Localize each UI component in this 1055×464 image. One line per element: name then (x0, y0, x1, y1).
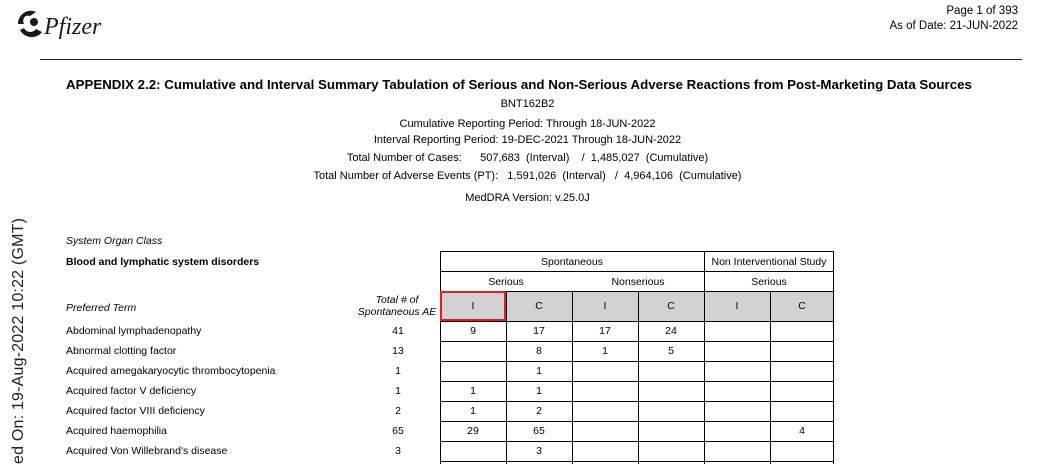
serious-i-cell (440, 341, 506, 361)
term-cell: Acquired factor V deficiency (66, 385, 197, 397)
as-of-date: As of Date: 21-JUN-2022 (889, 20, 1018, 32)
highlight-box (440, 291, 506, 321)
nis-c-cell (770, 321, 834, 341)
nis-c-cell (770, 381, 834, 401)
grid-line (440, 251, 834, 252)
term-cell: Abdominal lymphadenopathy (66, 325, 202, 337)
term-cell: Acquired amegakaryocytic thrombocytopenia (66, 365, 276, 377)
nis-i-cell (704, 401, 770, 421)
table-row (0, 381, 1055, 401)
table-row (0, 401, 1055, 421)
total-cell: 1 (395, 385, 401, 397)
total-cases: Total Number of Cases: 507,683 (Interval) / 1,485,027 (Cumulative) (346, 152, 709, 164)
term-cell: Abnormal clotting factor (66, 345, 177, 357)
nis-i-cell (704, 381, 770, 401)
term-cell: Acquired Von Willebrand's disease (66, 445, 228, 457)
nonserious-c-cell (638, 441, 704, 461)
table-row (0, 361, 1055, 381)
nis-i-cell (704, 341, 770, 361)
total-cell: 1 (395, 365, 401, 377)
total-events: Total Number of Adverse Events (PT): 1,591,026 (Interval) / 4,964,106 (Cumulative) (313, 170, 742, 182)
header-rule (40, 59, 1022, 60)
nis-c-cell (770, 341, 834, 361)
nis-i-cell (704, 421, 770, 441)
term-cell: Acquired factor VIII deficiency (66, 405, 205, 417)
pfizer-wordmark: Pfizer (44, 14, 102, 40)
nis-i-cell (704, 441, 770, 461)
nonserious-i-cell (572, 381, 638, 401)
grid-line (440, 271, 834, 272)
soc-value: Blood and lymphatic system disorders (66, 256, 260, 268)
nonserious-c-cell (638, 381, 704, 401)
product-name: BNT162B2 (500, 98, 555, 110)
pfizer-logo (14, 2, 124, 46)
serious-i-cell (440, 361, 506, 381)
interval-period: Interval Reporting Period: 19-DEC-2021 Through 18-JUN-2022 (373, 134, 682, 146)
nis-i-cell (704, 361, 770, 381)
grid-line (440, 461, 834, 462)
col-serious-cumulative: C (535, 300, 543, 312)
soc-label: System Organ Class (66, 235, 163, 247)
serious-i-cell: 9 (470, 325, 476, 337)
serious-c-cell: 17 (533, 325, 545, 337)
nonserious-i-cell: 1 (602, 345, 608, 357)
col-nis-interval: I (735, 300, 739, 312)
cumulative-period: Cumulative Reporting Period: Through 18-JUN-2022 (399, 118, 656, 130)
serious-i-cell: 1 (470, 405, 476, 417)
col-nonserious-interval: I (603, 300, 607, 312)
serious-header: Serious (488, 276, 524, 288)
table-row (0, 441, 1055, 461)
nis-c-cell: 4 (799, 425, 805, 437)
preferred-term-label: Preferred Term (66, 302, 137, 314)
total-cell: 3 (395, 445, 401, 457)
appendix-title: APPENDIX 2.2: Cumulative and Interval Summary Tabulation of Serious and Non-Serious Adverse Reactions from Post-Marketing Data Sources (66, 77, 972, 92)
nonserious-i-cell (572, 401, 638, 421)
page-info (890, 4, 1018, 34)
serious-c-cell: 1 (536, 365, 542, 377)
total-cell: 13 (392, 345, 404, 357)
nonserious-i-cell: 17 (599, 325, 611, 337)
total-cell: 65 (392, 425, 404, 437)
col-serious-interval: I (471, 300, 475, 312)
nonserious-c-cell (638, 421, 704, 441)
total-cell: 41 (392, 325, 404, 337)
table-row (0, 341, 1055, 361)
total-spontaneous-label: Total # of Spontaneous AE (357, 294, 437, 318)
nis-c-cell (770, 361, 834, 381)
serious-c-cell: 2 (536, 405, 542, 417)
serious-i-cell (440, 441, 506, 461)
nonserious-i-cell (572, 421, 638, 441)
nis-c-cell (770, 401, 834, 421)
nonserious-c-cell: 24 (665, 325, 677, 337)
serious-c-cell: 8 (536, 345, 542, 357)
nonserious-c-cell: 5 (668, 345, 674, 357)
side-stamp: ed On: 19-Aug-2022 10:22 (GMT) (10, 217, 27, 464)
nis-serious-header: Serious (751, 276, 787, 288)
col-nis-cumulative: C (798, 300, 806, 312)
nonserious-header: Nonserious (611, 276, 665, 288)
nonserious-i-cell (572, 441, 638, 461)
total-cell: 2 (395, 405, 401, 417)
serious-i-cell: 1 (470, 385, 476, 397)
serious-i-cell: 29 (467, 425, 479, 437)
meddra-version: MedDRA Version: v.25.0J (465, 192, 590, 204)
nis-header: Non Interventional Study (711, 256, 827, 268)
table-row (0, 321, 1055, 341)
table-row (0, 421, 1055, 441)
nonserious-c-cell (638, 361, 704, 381)
col-nonserious-cumulative: C (667, 300, 675, 312)
page-number: Page 1 of 393 (946, 5, 1018, 17)
serious-c-cell: 1 (536, 385, 542, 397)
term-cell: Acquired haemophilia (66, 425, 167, 437)
nis-i-cell (704, 321, 770, 341)
nis-c-cell (770, 441, 834, 461)
serious-c-cell: 3 (536, 445, 542, 457)
nonserious-c-cell (638, 401, 704, 421)
spontaneous-header: Spontaneous (541, 256, 603, 268)
nonserious-i-cell (572, 361, 638, 381)
serious-c-cell: 65 (533, 425, 545, 437)
